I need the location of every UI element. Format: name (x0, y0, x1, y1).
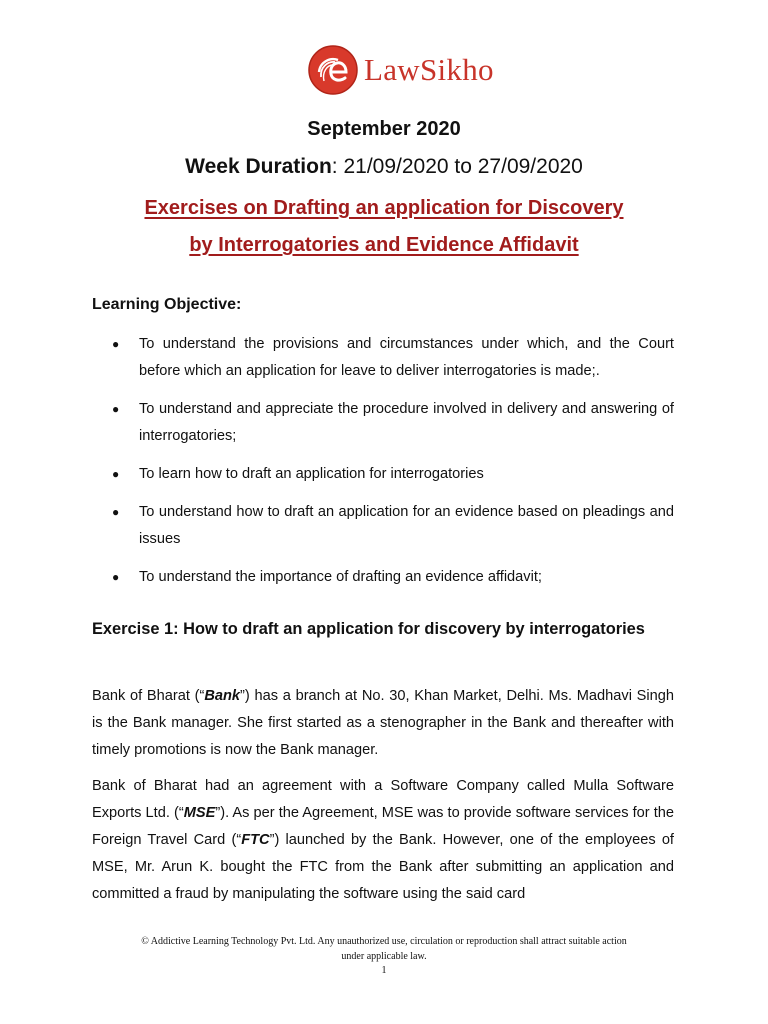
defined-term-bank: Bank (204, 688, 241, 704)
bullet-icon: ● (112, 505, 120, 519)
bullet-icon: ● (112, 467, 120, 481)
learning-objective-title: Learning Objective: (92, 296, 242, 313)
list-item-text: To understand the importance of drafting an evidence affidavit; (139, 569, 542, 585)
lawsikho-logo-icon (308, 45, 358, 95)
week-duration-label: Week Duration (185, 155, 332, 178)
bullet-icon: ● (112, 337, 120, 351)
paragraph-text: ”) has a branch at No. 30, Khan Market, Delhi. Ms. Madhavi Singh is the Bank manager. She first started as a stenographer in the Bank and thereafter with timely promotions is now the Bank manager. (92, 688, 674, 758)
list-item (112, 331, 674, 385)
headline-line-1: Exercises on Drafting an application for Discovery (144, 197, 624, 219)
footer-line-2: under applicable law. (341, 951, 427, 962)
brand-name: LawSikho (364, 52, 494, 87)
bullet-icon: ● (112, 570, 120, 584)
list-item (112, 564, 674, 591)
month-title: September 2020 (307, 118, 461, 140)
defined-term-mse: MSE (183, 805, 216, 821)
exercise-paragraph-2 (92, 773, 674, 908)
learning-objective-list (112, 331, 674, 602)
defined-term-ftc: FTC (241, 832, 270, 848)
lawsikho-logo (308, 44, 494, 96)
list-item (112, 396, 674, 450)
list-item (112, 499, 674, 553)
week-duration (0, 155, 768, 179)
list-item-text: To understand how to draft an application for an evidence based on pleadings and issues (139, 504, 674, 547)
week-duration-range: : 21/09/2020 to 27/09/2020 (331, 155, 583, 178)
paragraph-text: ”) launched by the Bank. However, one of the employees of MSE, Mr. Arun K. bought the FTC from the Bank after submitting an application and committed a fraud by manipulating the software using the said card (92, 832, 674, 902)
bullet-icon: ● (112, 402, 120, 416)
list-item-text: To understand and appreciate the procedure involved in delivery and answering of interrogatories; (139, 401, 674, 444)
paragraph-text: ”). As per the Agreement, MSE was to provide software services for the Foreign Travel Card (“ (92, 805, 674, 848)
paragraph-text: Bank of Bharat (“ (92, 688, 205, 704)
list-item-text: To understand the provisions and circumstances under which, and the Court before which an application for leave to deliver interrogatories is made;. (139, 336, 674, 379)
footer-line-1: © Addictive Learning Technology Pvt. Ltd. Any unauthorized use, circulation or reproduction shall attract suitable action (141, 936, 627, 947)
copyright-footer (0, 934, 768, 964)
exercise-paragraph-1 (92, 683, 674, 764)
list-item-text: To learn how to draft an application for interrogatories (139, 466, 484, 482)
exercise-title: Exercise 1: How to draft an application for discovery by interrogatories (92, 620, 645, 638)
paragraph-text: Bank of Bharat had an agreement with a Software Company called Mulla Software Exports Ltd. (“ (92, 778, 674, 821)
headline-line-2: by Interrogatories and Evidence Affidavit (189, 234, 579, 256)
list-item (112, 461, 674, 488)
page-number: 1 (381, 965, 387, 976)
